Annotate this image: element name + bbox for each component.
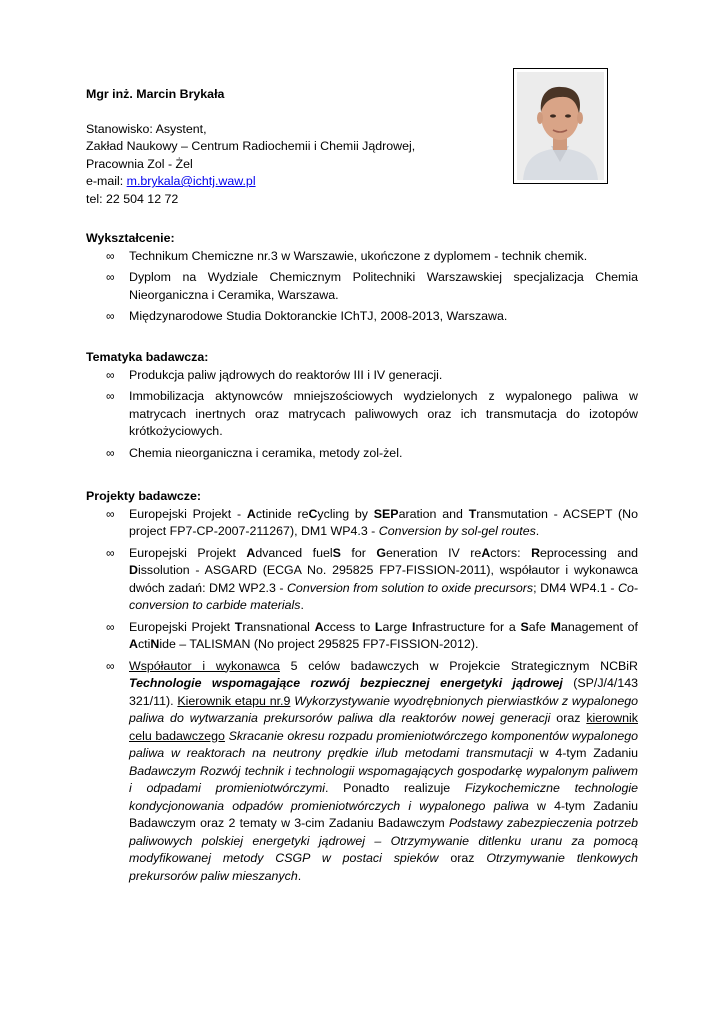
research-section: [86, 349, 638, 466]
list-item: ∞ Dyplom na Wydziale Chemicznym Politechniki Warszawskiej specjalizacja Chemia Nieorganiczna i Ceramika, Warszawa.: [106, 270, 638, 302]
research-title: Tematyka badawcza:: [86, 350, 209, 364]
list-item: ∞ Produkcja paliw jądrowych do reaktorów III i IV generacji.: [86, 367, 638, 385]
email-label: e-mail:: [86, 174, 127, 188]
infinity-bullet-icon: ∞: [106, 248, 115, 263]
projects-title: Projekty badawcze:: [86, 489, 202, 503]
person-name: Mgr inż. Marcin Brykała: [86, 87, 225, 101]
infinity-bullet-icon: ∞: [106, 658, 115, 673]
list-item: ∞ Międzynarodowe Studia Doktoranckie IChTJ, 2008-2013, Warszawa.: [86, 308, 638, 326]
infinity-bullet-icon: ∞: [106, 367, 115, 382]
position-line: Stanowisko: Asystent,: [86, 121, 207, 136]
infinity-bullet-icon: ∞: [106, 389, 115, 403]
lab-line: Pracownia Zol - Żel: [86, 156, 193, 171]
profile-photo: [513, 68, 608, 184]
phone-line: tel: 22 504 12 72: [86, 191, 179, 206]
email-line: [86, 173, 506, 191]
infinity-bullet-icon: ∞: [106, 309, 115, 323]
list-item: ∞ Technikum Chemiczne nr.3 w Warszawie, ukończone z dyplomem - technik chemik.: [86, 248, 638, 266]
list-item: ∞ Chemia nieorganiczna i ceramika, metody zol-żel.: [86, 445, 638, 463]
education-section: [86, 230, 638, 330]
projects-list: [86, 506, 638, 886]
project-asgard: ∞ Europejski Projekt Advanced fuelS for Generation IV reActors: Reprocessing and Dissolution - ASGARD (ECGA No. 295825 FP7-FISSION-2011), współautor i wykonawca dwóch zadań: DM2 WP2.3 - Conversion from solution to oxide precursors; DM4 WP4.1 - Co-conversion to carbide materials.: [106, 545, 639, 612]
education-title: Wykształcenie:: [86, 231, 175, 245]
project-talisman: ∞ Europejski Projekt Transnational Access to Large Infrastructure for a Safe Management of ActiNide – TALISMAN (No project 295825 FP7-FISSION-2012).: [106, 619, 638, 651]
projects-section: [86, 488, 638, 889]
infinity-bullet-icon: ∞: [106, 270, 115, 284]
department-line: Zakład Naukowy – Centrum Radiochemii i Chemii Jądrowej,: [86, 139, 416, 153]
infinity-bullet-icon: ∞: [106, 506, 115, 521]
list-item: ∞ Immobilizacja aktynowców mniejszościowych wydzielonych z wypalonego paliwa w matrycach inertnych oraz matrycach paliwowych oraz ich transmutacja do izotopów krótkożyciowych.: [106, 389, 638, 438]
email-link[interactable]: m.brykala@ichtj.waw.pl: [126, 174, 256, 188]
project-acsept: ∞ Europejski Projekt - Actinide reCycling by SEParation and Transmutation - ACSEPT (No project FP7-CP-2007-211267), DM1 WP4.3 - Conversion by sol-gel routes.: [106, 506, 638, 538]
research-list: [86, 367, 638, 463]
infinity-bullet-icon: ∞: [106, 545, 115, 560]
project-ncbir: ∞ Współautor i wykonawca 5 celów badawczych w Projekcie Strategicznym NCBiR Technologie wspomagające rozwój bezpiecznej energetyki jądrowej (SP/J/4/143 321/11). Kierownik etapu nr.9 Wykorzystywanie wyodrębnionych pierwiastków z wypalonego paliwa do wytwarzania prekursorów paliwa dla reaktorów nowej generacji oraz kierownik celu badawczego Skracanie okresu rozpadu promieniotwórczego komponentów wypalonego paliwa w reaktorach na neutrony prędkie i/lub metodami transmutacji w 4-tym Zadaniu Badawczym Rozwój technik i technologii wspomagających gospodarkę wypalonym paliwem i odpadami promieniotwórczymi. Ponadto realizuje Fizykochemiczne technologie kondycjonowania odpadów promieniotwórczych i wypalonego paliwa w 4-tym Zadaniu Badawczym oraz 2 tematy w 3-cim Zadaniu Badawczym Podstawy zabezpieczenia potrzeb paliwowych polskiej energetyki jądrowej – Otrzymywanie ditlenku uranu za pomocą modyfikowanej metody CSGP w postaci spieków oraz Otrzymywanie tlenkowych prekursorów paliw mieszanych.: [106, 658, 639, 883]
education-list: [86, 248, 638, 326]
portrait-photo-icon: [517, 72, 604, 180]
contact-block: [86, 86, 506, 208]
infinity-bullet-icon: ∞: [106, 445, 115, 460]
infinity-bullet-icon: ∞: [106, 619, 115, 634]
